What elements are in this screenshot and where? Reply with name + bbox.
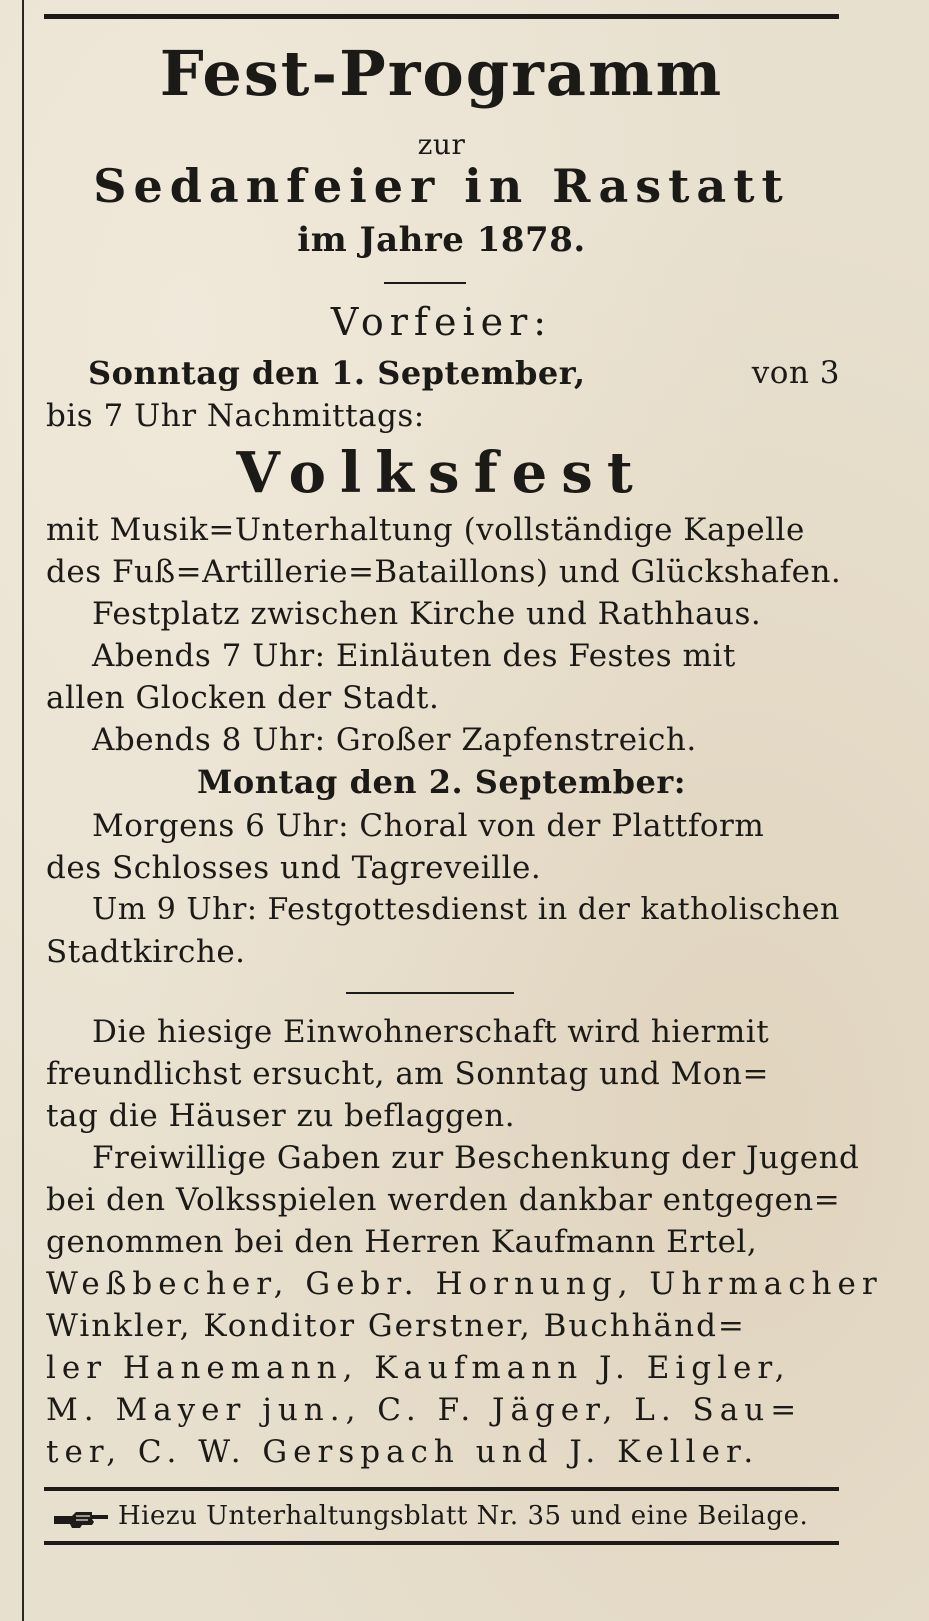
sunday-time-start: von 3 — [751, 355, 840, 391]
gifts-line-6: ler Hanemann, Kaufmann J. Eigler, — [46, 1350, 791, 1386]
notice-line-3: tag die Häuser zu beflaggen. — [46, 1098, 516, 1134]
program-title: Fest-Programm — [159, 37, 724, 110]
evening7-line-1: Abends 7 Uhr: Einläuten des Festes mit — [92, 638, 736, 674]
morning6-line-1: Morgens 6 Uhr: Choral von der Plattform — [92, 808, 765, 844]
footer-rule-bottom — [44, 1541, 839, 1545]
gifts-line-1: Freiwillige Gaben zur Beschenkung der Jugend — [92, 1140, 860, 1176]
evening7-line-2: allen Glocken der Stadt. — [46, 680, 440, 716]
gifts-line-2: bei den Volksspielen werden dankbar entgegen= — [46, 1182, 841, 1218]
volksfest-heading: Volksfest — [236, 440, 647, 506]
festplatz-line: Festplatz zwischen Kirche und Rathhaus. — [92, 596, 762, 632]
zur-word: zur — [417, 128, 466, 161]
sunday-time-end: bis 7 Uhr Nachmittags: — [46, 398, 425, 434]
divider-medium — [346, 992, 514, 994]
nine-line-2: Stadtkirche. — [46, 934, 246, 970]
monday-date: Montag den 2. September: — [197, 763, 686, 801]
divider-short — [384, 282, 466, 284]
year-line: im Jahre 1878. — [297, 220, 586, 260]
morning6-line-2: des Schlosses und Tagreveille. — [46, 850, 542, 886]
notice-line-1: Die hiesige Einwohnerschaft wird hiermit — [92, 1014, 770, 1050]
vorfeier-heading: Vorfeier: — [330, 300, 553, 344]
footer-rule-top — [44, 1487, 839, 1491]
gifts-line-7: M. Mayer jun., C. F. Jäger, L. Sau= — [46, 1392, 803, 1428]
notice-line-2: freundlichst ersucht, am Sonntag und Mon= — [46, 1056, 769, 1092]
top-rule — [44, 14, 839, 19]
gifts-line-5: Winkler, Konditor Gerstner, Buchhänd= — [46, 1308, 746, 1344]
column-rule — [22, 0, 24, 1621]
music-line-2: des Fuß=Artillerie=Bataillons) und Glückshafen. — [46, 554, 842, 590]
sunday-date — [88, 353, 586, 394]
evening8-line: Abends 8 Uhr: Großer Zapfenstreich. — [92, 722, 697, 758]
gifts-line-4: Weßbecher, Gebr. Hornung, Uhrmacher — [46, 1266, 883, 1302]
gifts-line-8: ter, C. W. Gerspach und J. Keller. — [46, 1434, 760, 1470]
gifts-line-3: genommen bei den Herren Kaufmann Ertel, — [46, 1224, 758, 1260]
footer-text: Hiezu Unterhaltungsblatt Nr. 35 und eine Beilage. — [118, 1501, 809, 1531]
nine-line-1: Um 9 Uhr: Festgottesdienst in der katholischen — [92, 892, 840, 927]
event-subtitle: Sedanfeier in Rastatt — [93, 159, 790, 213]
music-line-1: mit Musik=Unterhaltung (vollständige Kapelle — [46, 512, 805, 548]
sunday-date-text: Sonntag den 1. September, — [88, 354, 586, 392]
footer-notice — [52, 1500, 842, 1532]
pointing-hand-icon — [52, 1506, 110, 1528]
